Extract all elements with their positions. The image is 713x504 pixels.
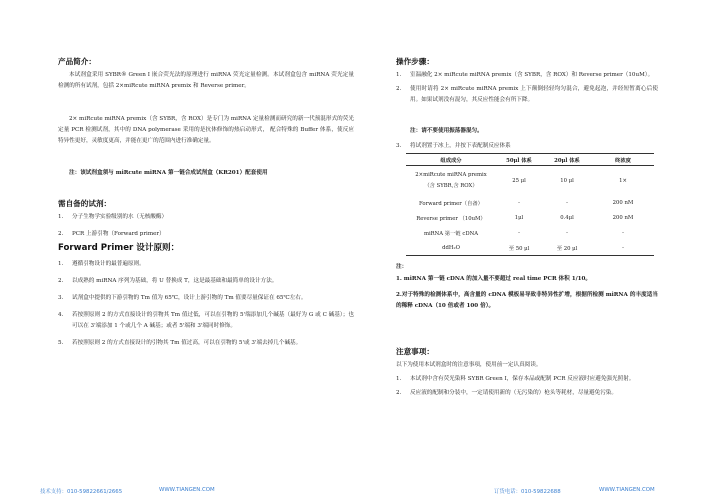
note-1: 1. miRNA 第一链 cDNA 的加入量不要超过 real time PCR 体积 1/10。 bbox=[396, 276, 592, 282]
table-header: 终浓度 bbox=[592, 154, 654, 166]
table-cell: ddH₂O bbox=[442, 244, 460, 251]
list-item: 3. 试剂盒中提供的下游引物的 Tm 值为 65℃，设计上游引物的 Tm 值要尽量保证在 65℃左右。 bbox=[58, 295, 307, 301]
list-item: 1. 遵循引物设计的最普遍原则。 bbox=[58, 261, 145, 267]
self-reagents-list bbox=[58, 212, 354, 240]
forward-primer-title: Forward Primer 设计原则： bbox=[58, 243, 180, 253]
table-cell: 200 nM bbox=[612, 200, 634, 206]
list-item: 1. 室温融化 2× miRcute miRNA premix（含 SYBR，含 ROX）和 Reverse primer（10uM）。 bbox=[396, 72, 654, 78]
intro-paragraph-1: 本试剂盒采用 SYBR® Green I 嵌合荧光法的原理进行 miRNA 荧光定量检测。本试剂盒包含 miRNA 荧光定量检测的所有试剂，包括 2×miRcute miRNA premix 和 Reverse primer。 bbox=[58, 72, 354, 89]
table-cell: 2×miRcute miRNA premix （含 SYBR,含 ROX） bbox=[415, 172, 487, 190]
caution-title: 注意事项： bbox=[396, 347, 434, 356]
notes-label: 注： bbox=[396, 264, 408, 270]
table-cell: miRNA 第一链 cDNA bbox=[423, 231, 479, 237]
intro-title: 产品简介： bbox=[58, 57, 96, 66]
caution-intro: 以下为使用本试剂盒时的注意事项，使用前一定认真阅读。 bbox=[396, 362, 542, 368]
table-cell: - bbox=[518, 230, 520, 236]
forward-primer-list bbox=[58, 259, 354, 349]
note-2: 2.对于特殊的检测体系中，高含量的 cDNA 模板易导致非特异性扩增，根据所检测 miRNA 的丰度适当的稀释 cDNA（10 倍或者 100 倍）。 bbox=[396, 292, 658, 309]
table-cell: 1× bbox=[619, 177, 627, 184]
list-item: 2. 反应液的配制和分装中，一定请使用新的（无污染的）枪头等耗材，尽量避免污染。 bbox=[396, 390, 617, 396]
table-header-row bbox=[406, 154, 654, 166]
intro-note: 注：该试剂盒须与 miRcute miRNA 第一链合成试剂盒（KR201）配套使用 bbox=[69, 170, 268, 176]
table-row bbox=[406, 241, 654, 256]
table-header: 50μl 体系 bbox=[496, 154, 542, 166]
list-item: 1. 分子生物学实验级别的水（无核酸酶） bbox=[58, 214, 168, 220]
table-cell: 200 nM bbox=[612, 215, 634, 221]
table-cell: - bbox=[622, 230, 624, 236]
table-header: 组成成分 bbox=[406, 154, 496, 166]
self-reagents-title: 需自备的试剂： bbox=[58, 199, 112, 208]
table-row bbox=[406, 196, 654, 211]
list-item: 2. PCR 上游引物（Forward primer） bbox=[58, 231, 165, 237]
table-row bbox=[406, 166, 654, 196]
list-item: 1. 本试剂中含有荧光染料 SYBR Green I，保存本品或配制 PCR 反应液时应避免强光照射。 bbox=[396, 376, 635, 382]
table-row bbox=[406, 211, 654, 226]
table-cell: Forward primer（自备） bbox=[419, 201, 483, 207]
footer-order-phone: 订货电话：010-59822688 bbox=[494, 489, 561, 495]
table-cell: - bbox=[566, 200, 568, 206]
table-cell: 10 μl bbox=[560, 177, 574, 184]
table-header: 20μl 体系 bbox=[542, 154, 592, 166]
table-cell: - bbox=[518, 200, 520, 206]
reaction-table bbox=[406, 153, 654, 256]
table-cell: - bbox=[622, 244, 624, 251]
steps-note: 注：请不要使用振荡器混匀。 bbox=[410, 128, 483, 134]
table-cell: 0.4μl bbox=[560, 215, 574, 221]
table-cell: 至 20 μl bbox=[556, 245, 578, 252]
table-cell: 25 μl bbox=[512, 177, 526, 184]
table-cell: - bbox=[566, 230, 568, 236]
footer-support-phone: 技术支持：010-59822661/2665 bbox=[40, 489, 123, 495]
steps-list bbox=[396, 70, 658, 106]
caution-list bbox=[396, 374, 658, 399]
footer-link-right[interactable]: WWW.TIANGEN.COM bbox=[599, 487, 655, 493]
table-row bbox=[406, 226, 654, 241]
table-cell: 1μl bbox=[514, 215, 524, 221]
table-cell: 至 50 μl bbox=[508, 245, 530, 252]
intro-paragraph-2: 2× miRcute miRNA premix（含 SYBR，含 ROX）是专门为 miRNA 定量检测而研究的新一代预混形式的荧光定量 PCR 检测试剂，其中的 DNA polymerase 采用的是抗体修饰的热启动形式， 配合特殊的 Buffer 体系，使反应特异性更好，灵敏度更高，并能在更广的范围内进行准确定量。 bbox=[58, 116, 354, 144]
list-item: 2. 使用时请将 2× miRcute miRNA premix 上下颠倒轻轻均匀混合，避免起泡，并经短暂离心后使用。如果试剂没有混匀，其反应性能会有所下降。 bbox=[396, 86, 658, 103]
table-cell: Reverse primer （10uM） bbox=[416, 216, 486, 222]
list-item: 2. 以成熟的 miRNA 序列为基础，将 U 替换成 T，这是最基础和最简单的设计方法。 bbox=[58, 278, 278, 284]
footer-link-left[interactable]: WWW.TIANGEN.COM bbox=[159, 487, 215, 493]
step-3: 3. 将试剂置于冰上，并按下表配制反应体系 bbox=[396, 143, 511, 149]
list-item: 5. 若按照原则 2 的方式直接设计的引物其 Tm 值过高，可以在引物的 5'或 3'端去掉几个碱基。 bbox=[58, 340, 302, 346]
steps-title: 操作步骤： bbox=[396, 57, 434, 66]
list-item: 4. 若按照原则 2 的方式直接设计的引物其 Tm 值过低，可以在引物的 5'端添加几个碱基（最好为 G 或 C 碱基）；也可以在 3'端添加 1 个或几个 A 碱基；或者 5'端和 3'端同时修饰。 bbox=[58, 312, 354, 329]
